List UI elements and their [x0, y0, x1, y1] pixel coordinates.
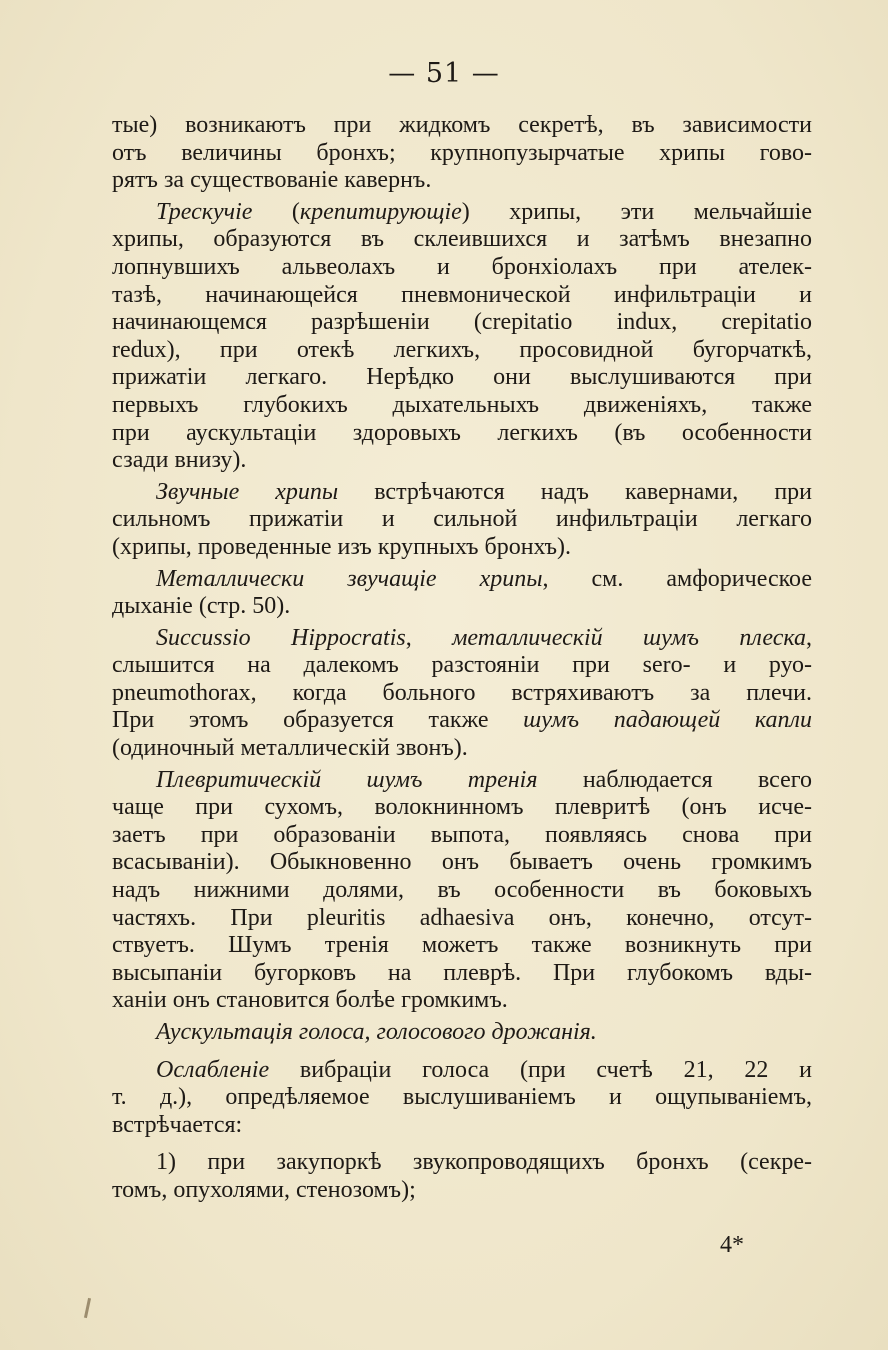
text-span: слышится на далекомъ разстояніи при sero- и руо- [112, 652, 812, 679]
text-span: встрѣчаются надъ кавернами, при [338, 478, 812, 505]
text-line [112, 364, 812, 392]
italic-term: шумъ падающей капли [523, 707, 812, 734]
text-line [112, 707, 812, 735]
text-line [112, 140, 812, 168]
italic-term: Трескучіе [156, 198, 253, 225]
margin-pencil-mark [84, 1298, 91, 1318]
text-line [112, 199, 812, 227]
signature-mark: 4* [720, 1232, 744, 1258]
italic-term: крепитирующіе [299, 198, 462, 225]
text-line [112, 1084, 812, 1112]
text-line [112, 479, 812, 507]
italic-term: Аускультація голоса, голосового дрожанія. [156, 1019, 597, 1045]
text-span: т. д.), опредѣляемое выслушиваніемъ и ощупываніемъ, [112, 1084, 812, 1111]
text-line [112, 337, 812, 365]
text-span: ствуетъ. Шумъ тренія можетъ также возникнуть при [112, 932, 812, 959]
text-span: 1) при закупоркѣ звукопроводящихъ бронхъ (секре- [156, 1149, 812, 1176]
text-line [112, 1019, 812, 1047]
text-line [112, 987, 812, 1015]
text-line [112, 282, 812, 310]
text-span: ханіи онъ становится болѣе громкимъ. [112, 987, 508, 1014]
text-line [112, 1149, 812, 1177]
text-line [112, 593, 812, 621]
text-span: высыпаніи бугорковъ на плеврѣ. При глубокомъ вды- [112, 959, 812, 986]
text-span: чаще при сухомъ, волокнинномъ плевритѣ (онъ исче- [112, 794, 812, 821]
text-span: первыхъ глубокихъ дыхательныхъ движеніяхъ, также [112, 391, 812, 418]
text-span: частяхъ. При pleuritis adhaesiva онъ, конечно, отсут- [112, 904, 812, 931]
text-span: , [806, 624, 812, 651]
text-line [112, 822, 812, 850]
text-span: наблюдается всего [537, 766, 812, 793]
text-span: надъ нижними долями, въ особенности въ боковыхъ [112, 877, 812, 904]
text-span: тые) возникаютъ при жидкомъ секретѣ, въ зависимости [112, 112, 812, 138]
italic-term: Ослабленіе [156, 1056, 270, 1083]
text-span: начинающемся разрѣшеніи (crepitatio indux, crepitatio [112, 309, 812, 336]
italic-term: Плевритическій шумъ тренія [156, 766, 538, 793]
text-line [112, 254, 812, 282]
text-span: заетъ при образованіи выпота, появляясь снова при [112, 821, 812, 848]
text-line [112, 1057, 812, 1085]
text-span: тазѣ, начинающейся пневмонической инфильтраціи и [112, 281, 812, 308]
text-span: дыханіе (стр. 50). [112, 593, 291, 620]
text-span: (хрипы, проведенные изъ крупныхъ бронхъ). [112, 533, 572, 560]
text-span: отъ величины бронхъ; крупнопузырчатые хрипы гово- [112, 139, 812, 166]
text-line [112, 767, 812, 795]
text-span: (одиночный металлическій звонъ). [112, 735, 468, 762]
text-line [112, 905, 812, 933]
text-span: вибраціи голоса (при счетѣ 21, 22 и [269, 1056, 812, 1083]
text-line [112, 680, 812, 708]
text-span: redux), при отекѣ легкихъ, просовидной бугорчаткѣ, [112, 336, 812, 363]
text-line [112, 392, 812, 420]
text-line [112, 506, 812, 534]
text-span: при аускультаціи здоровыхъ легкихъ (въ особенности [112, 419, 812, 446]
text-line [112, 960, 812, 988]
text-line [112, 932, 812, 960]
italic-term: Succussio Hippocratis [156, 624, 406, 651]
text-span: , см. амфорическое [542, 565, 812, 592]
text-line [112, 849, 812, 877]
text-line [112, 877, 812, 905]
text-span: При этомъ образуется также [112, 707, 524, 734]
body-text [112, 112, 812, 1205]
text-line [112, 420, 812, 448]
text-line [112, 794, 812, 822]
text-span: встрѣчается: [112, 1111, 243, 1138]
text-line [112, 1177, 812, 1205]
italic-term: Звучные хрипы [156, 478, 339, 505]
text-span: прижатіи легкаго. Нерѣдко они выслушиваются при [112, 364, 812, 391]
text-span: всасываніи). Обыкновенно онъ бываетъ очень громкимъ [112, 849, 812, 876]
text-line [112, 226, 812, 254]
text-line [112, 309, 812, 337]
text-span: сильномъ прижатіи и сильной инфильтраціи легкаго [112, 506, 812, 533]
text-span: томъ, опухолями, стенозомъ); [112, 1176, 416, 1203]
text-line [112, 735, 812, 763]
italic-term: металлическій шумъ плеска [452, 624, 806, 651]
text-line [112, 534, 812, 562]
text-line [112, 167, 812, 195]
text-line [112, 447, 812, 475]
italic-term: Металлически звучащіе хрипы [156, 565, 543, 592]
page-number: — 51 — [388, 58, 500, 89]
text-span: лопнувшихъ альвеолахъ и бронхіолахъ при ателек- [112, 253, 812, 280]
text-line [112, 652, 812, 680]
text-span: , [405, 624, 453, 651]
text-span: ) хрипы, эти мельчайшіе [461, 198, 812, 225]
text-span: хрипы, образуются въ склеившихся и затѣмъ внезапно [112, 226, 812, 253]
text-span: рятъ за существованіе кавернъ. [112, 167, 432, 194]
text-span: ( [252, 198, 300, 225]
text-line [112, 1112, 812, 1140]
text-line [112, 625, 812, 653]
text-span: pneumothorax, когда больного встряхиваютъ за плечи. [112, 679, 812, 706]
text-line [112, 112, 812, 140]
text-line [112, 566, 812, 594]
text-span: сзади внизу). [112, 447, 247, 474]
